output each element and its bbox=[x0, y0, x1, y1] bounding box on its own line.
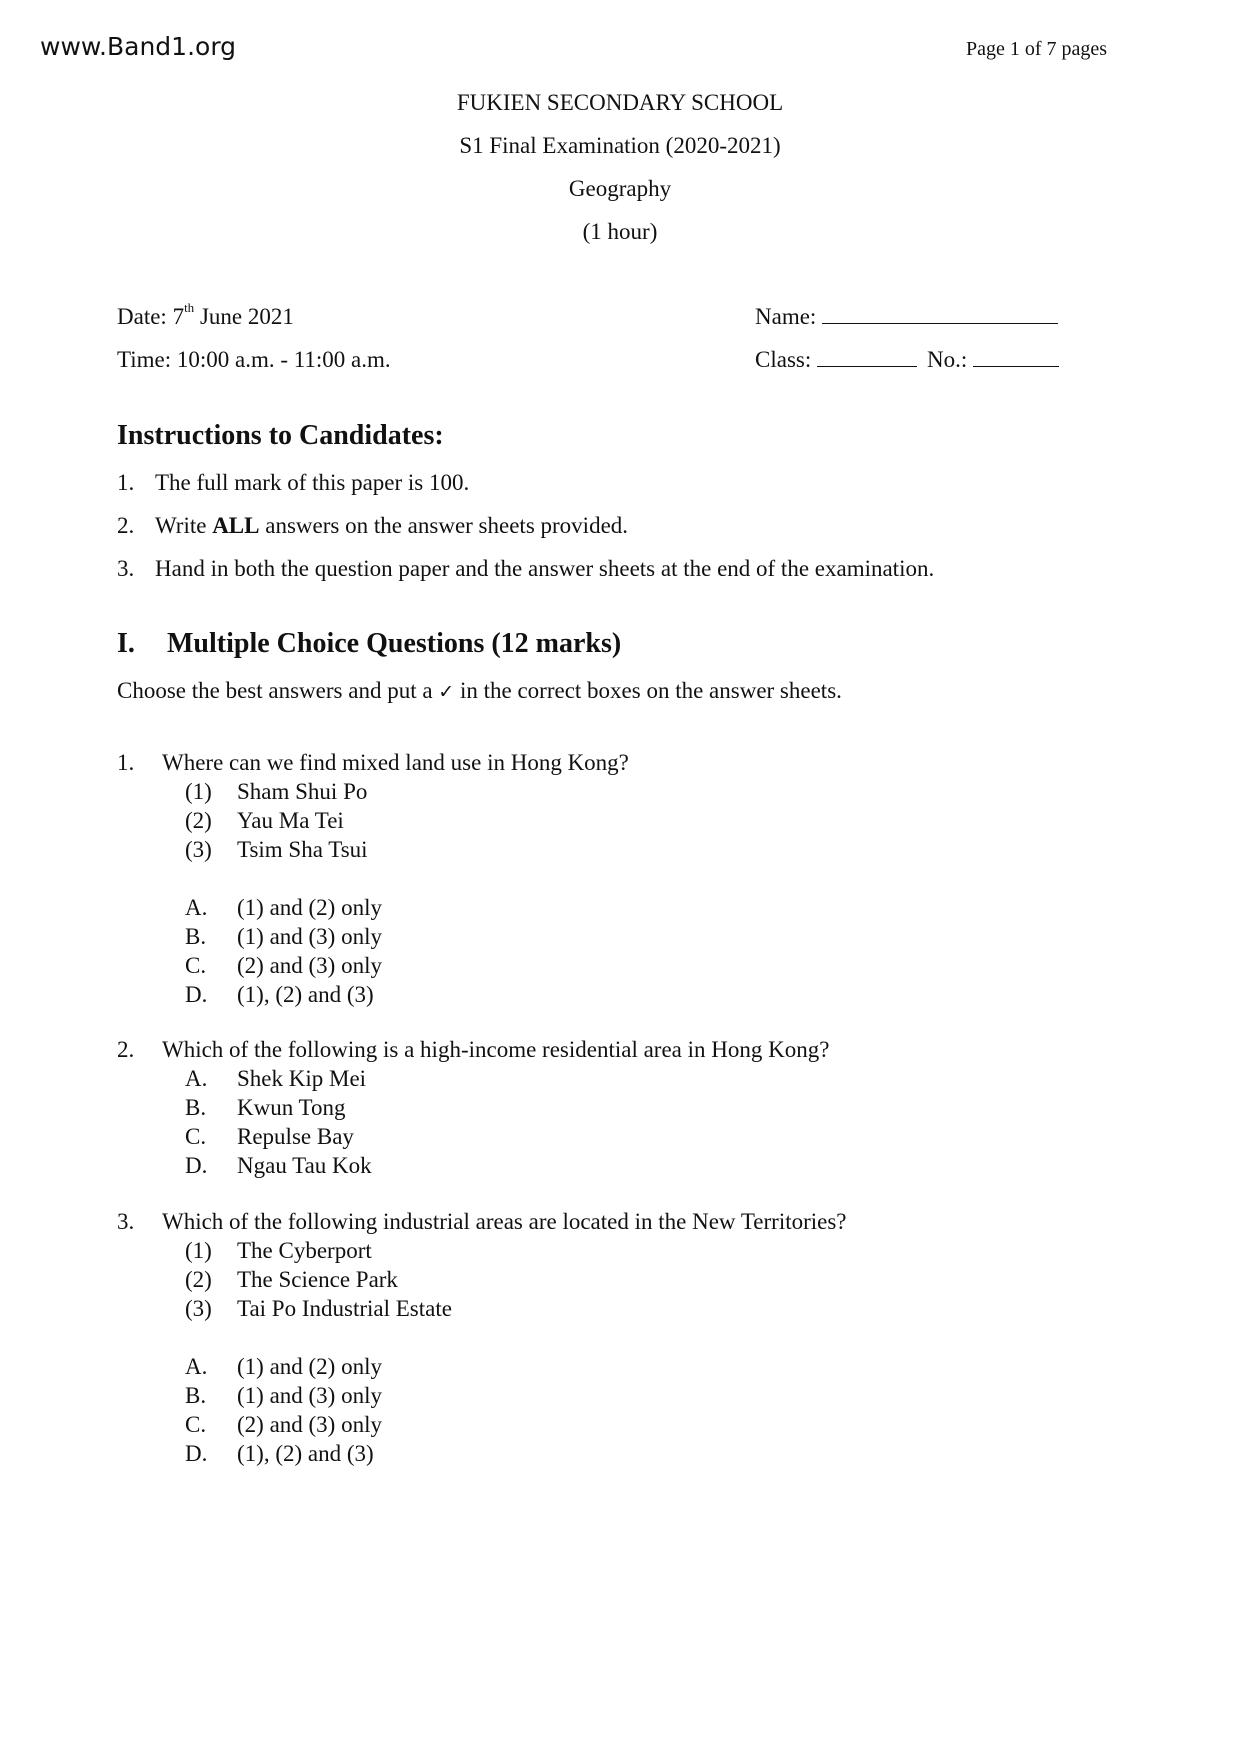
subject: Geography bbox=[568, 176, 672, 201]
option-a: A. (1) and (2) only bbox=[185, 895, 382, 920]
exam-time: Time: 10:00 a.m. - 11:00 a.m. bbox=[117, 347, 391, 372]
question-stem: 3. Which of the following industrial areas are located in the New Territories? bbox=[117, 1209, 847, 1234]
option-c: C. (2) and (3) only bbox=[185, 953, 382, 978]
statement: (1) Sham Shui Po bbox=[185, 779, 368, 804]
no-blank-line[interactable] bbox=[973, 348, 1059, 367]
duration: (1 hour) bbox=[582, 219, 658, 244]
exam-title: S1 Final Examination (2020-2021) bbox=[459, 133, 781, 158]
no-label: No.: bbox=[926, 347, 968, 372]
option-b: B. (1) and (3) only bbox=[185, 1383, 382, 1408]
option-c: C. (2) and (3) only bbox=[185, 1412, 382, 1437]
option-c: C. Repulse Bay bbox=[185, 1124, 354, 1149]
name-label: Name: bbox=[755, 304, 817, 329]
class-no-field[interactable] bbox=[755, 347, 1059, 373]
question-2 bbox=[117, 1035, 829, 1180]
instruction-item: 2. Write ALL answers on the answer sheets provided. bbox=[117, 513, 629, 538]
option-a: A. (1) and (2) only bbox=[185, 1354, 382, 1379]
website-watermark: www.Band1.org bbox=[40, 32, 237, 61]
checkmark-icon: ✓ bbox=[438, 681, 455, 703]
name-field[interactable] bbox=[755, 304, 1058, 330]
exam-date: Date: 7th June 2021 bbox=[117, 300, 294, 329]
option-d: D. (1), (2) and (3) bbox=[185, 982, 374, 1007]
school-name: FUKIEN SECONDARY SCHOOL bbox=[456, 90, 784, 115]
instructions-heading: Instructions to Candidates: bbox=[117, 420, 444, 451]
class-blank-line[interactable] bbox=[817, 348, 917, 367]
question-3 bbox=[117, 1207, 847, 1468]
question-1 bbox=[117, 748, 629, 1009]
question-stem: 2. Which of the following is a high-income residential area in Hong Kong? bbox=[117, 1037, 830, 1062]
option-a: A. Shek Kip Mei bbox=[185, 1066, 367, 1091]
option-d: D. (1), (2) and (3) bbox=[185, 1441, 374, 1466]
statement: (2) The Science Park bbox=[185, 1267, 398, 1292]
option-b: B. (1) and (3) only bbox=[185, 924, 382, 949]
instruction-item: 3. Hand in both the question paper and the answer sheets at the end of the examination. bbox=[117, 556, 935, 581]
section-instruction: Choose the best answers and put a ✓ in the correct boxes on the answer sheets. bbox=[117, 678, 842, 703]
statement: (3) Tsim Sha Tsui bbox=[185, 837, 368, 862]
statement: (1) The Cyberport bbox=[185, 1238, 372, 1263]
section-heading: I. Multiple Choice Questions (12 marks) bbox=[117, 628, 622, 659]
statement: (3) Tai Po Industrial Estate bbox=[185, 1296, 452, 1321]
instruction-item: 1. The full mark of this paper is 100. bbox=[117, 470, 470, 495]
question-stem: 1. Where can we find mixed land use in Hong Kong? bbox=[117, 750, 629, 775]
class-label: Class: bbox=[755, 347, 812, 372]
page-number: Page 1 of 7 pages bbox=[966, 38, 1108, 60]
option-d: D. Ngau Tau Kok bbox=[185, 1153, 372, 1178]
option-b: B. Kwun Tong bbox=[185, 1095, 346, 1120]
name-blank-line[interactable] bbox=[822, 305, 1058, 324]
statement: (2) Yau Ma Tei bbox=[185, 808, 344, 833]
